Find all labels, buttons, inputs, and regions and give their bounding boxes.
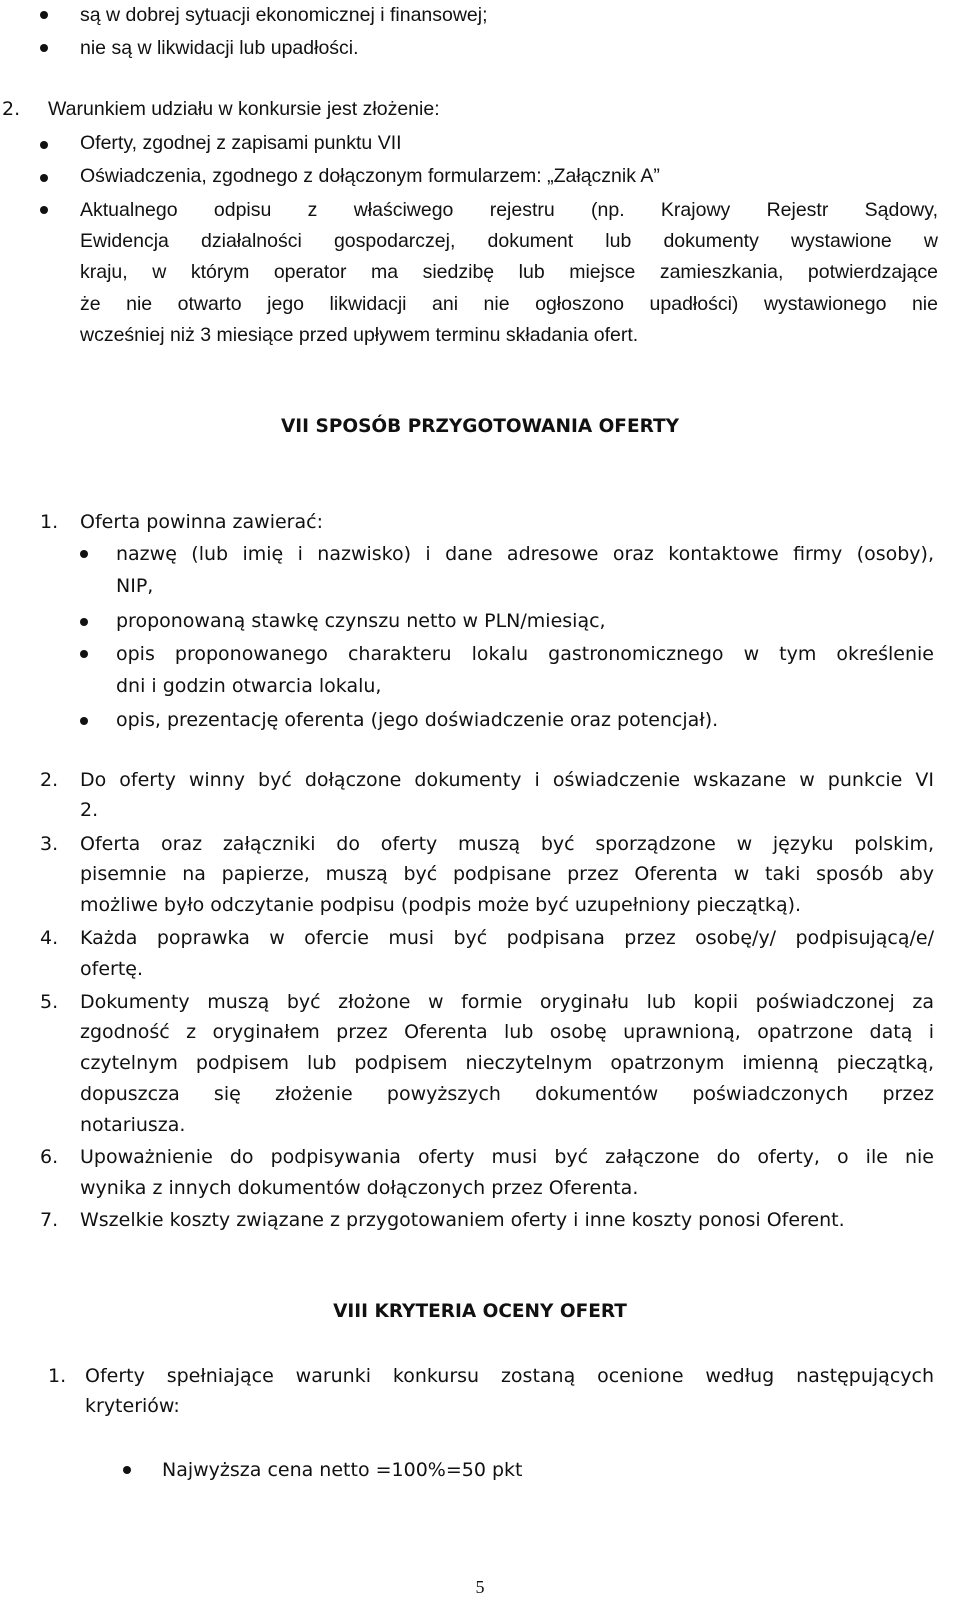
item-line: dopuszcza się złożenie powyższych dokumentów poświadczonych przez xyxy=(80,1083,934,1105)
bullet-dot xyxy=(40,141,48,149)
bullet-dot xyxy=(80,550,88,558)
paragraph-line: Aktualnego odpisu z właściwego rejestru (np. Krajowy Rejestr Sądowy, xyxy=(80,199,938,221)
item-line: Każda poprawka w ofercie musi być podpisana przez osobę/y/ podpisującą/e/ xyxy=(80,927,934,949)
item-number: 6. xyxy=(40,1146,59,1168)
item-line: Do oferty winny być dołączone dokumenty i oświadczenie wskazane w punkcie VI xyxy=(80,769,934,791)
paragraph-line: Ewidencja działalności gospodarczej, dokument lub dokumenty wystawione w xyxy=(80,230,938,252)
list-item: nazwę (lub imię i nazwisko) i dane adresowe oraz kontaktowe firmy (osoby), xyxy=(116,543,934,565)
item-line: Dokumenty muszą być złożone w formie oryginału lub kopii poświadczonej za xyxy=(80,991,934,1013)
item-line: zgodność z oryginałem przez Oferenta lub osobę uprawnioną, opatrzone datą i xyxy=(80,1021,934,1043)
item-number: 1. xyxy=(40,511,59,533)
list-item: Najwyższa cena netto =100%=50 pkt xyxy=(162,1459,523,1481)
bullet-dot xyxy=(80,717,88,725)
bullet-dot xyxy=(40,174,48,182)
item-line: notariusza. xyxy=(80,1114,186,1136)
item-number: 2. xyxy=(40,769,59,791)
list-item-cont: dni i godzin otwarcia lokalu, xyxy=(116,675,382,697)
list-item: opis proponowanego charakteru lokalu gastronomicznego w tym określenie xyxy=(116,643,934,665)
item-line: Wszelkie koszty związane z przygotowaniem oferty i inne koszty ponosi Oferent. xyxy=(80,1209,845,1231)
item-number: 3. xyxy=(40,833,59,855)
page-number: 5 xyxy=(475,1577,485,1597)
item-line: Oferty spełniające warunki konkursu zostaną ocenione według następujących xyxy=(85,1365,934,1387)
bullet-dot xyxy=(80,618,88,626)
item-line: kryteriów: xyxy=(85,1395,180,1417)
item-number: 5. xyxy=(40,991,59,1013)
section-title: VIII KRYTERIA OCENY OFERT xyxy=(333,1301,627,1322)
list-item: opis, prezentację oferenta (jego doświadczenie oraz potencjał). xyxy=(116,709,719,731)
item-number: 7. xyxy=(40,1209,59,1231)
bullet-dot xyxy=(123,1466,131,1474)
bullet-dot xyxy=(40,11,48,19)
bullet-dot xyxy=(40,206,48,214)
item-line: 2. xyxy=(80,799,99,821)
bullet-dot xyxy=(40,44,48,52)
item-intro: Oferta powinna zawierać: xyxy=(80,511,323,533)
item-line: pisemnie na papierze, muszą być podpisane przez Oferenta w taki sposób aby xyxy=(80,863,934,885)
item-line: Oferta oraz załączniki do oferty muszą być sporządzone w języku polskim, xyxy=(80,833,934,855)
paragraph-line: kraju, w którym operator ma siedzibę lub miejsce zamieszkania, potwierdzające xyxy=(80,261,938,283)
list-item: Oświadczenia, zgodnego z dołączonym formularzem: „Załącznik A” xyxy=(80,165,660,187)
list-item: nie są w likwidacji lub upadłości. xyxy=(80,37,359,59)
paragraph-line: wcześniej niż 3 miesiące przed upływem terminu składania ofert. xyxy=(80,324,639,346)
section-title: VII SPOSÓB PRZYGOTOWANIA OFERTY xyxy=(280,416,680,437)
list-item: Oferty, zgodnej z zapisami punktu VII xyxy=(80,132,402,154)
item-line: ofertę. xyxy=(80,958,143,980)
item-line: czytelnym podpisem lub podpisem nieczytelnym opatrzonym imienną pieczątką, xyxy=(80,1052,934,1074)
item-line: wynika z innych dokumentów dołączonych przez Oferenta. xyxy=(80,1177,639,1199)
list-item-cont: NIP, xyxy=(116,575,154,597)
item-number: 2. xyxy=(2,98,21,120)
list-item: są w dobrej sytuacji ekonomicznej i finansowej; xyxy=(80,4,488,26)
bullet-dot xyxy=(80,650,88,658)
item-line: Upoważnienie do podpisywania oferty musi być załączone do oferty, o ile nie xyxy=(80,1146,934,1168)
item-number: 1. xyxy=(48,1365,67,1387)
item-intro: Warunkiem udziału w konkursie jest złożenie: xyxy=(48,98,440,120)
item-number: 4. xyxy=(40,927,59,949)
list-item: proponowaną stawkę czynszu netto w PLN/miesiąc, xyxy=(116,610,606,632)
item-line: możliwe było odczytanie podpisu (podpis może być uzupełniony pieczątką). xyxy=(80,894,802,916)
paragraph-line: że nie otwarto jego likwidacji ani nie ogłoszono upadłości) wystawionego nie xyxy=(80,293,938,315)
